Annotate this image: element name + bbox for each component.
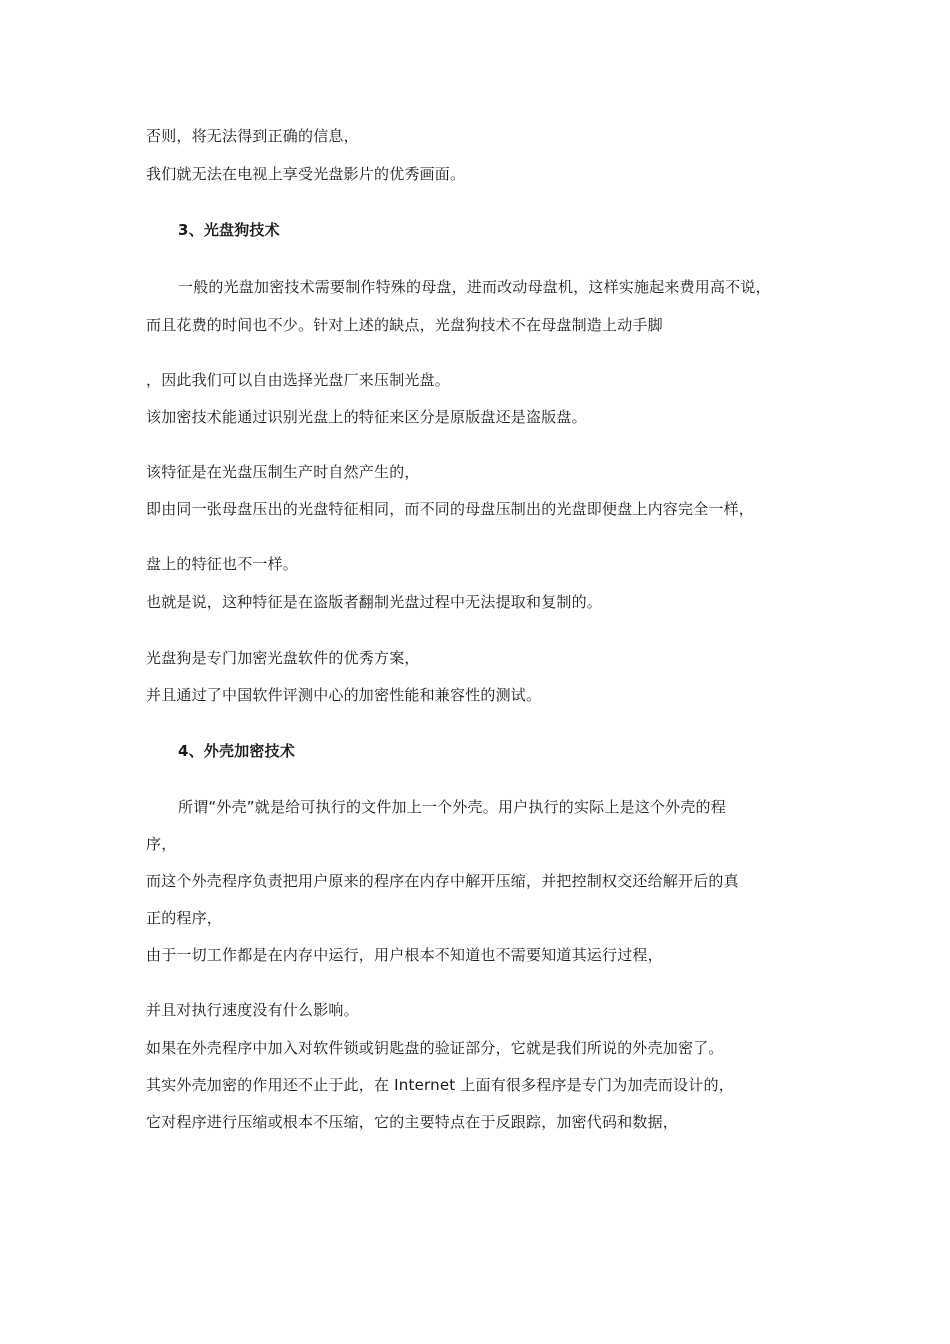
paragraph-line: 它对程序进行压缩或根本不压缩，它的主要特点在于反跟踪，加密代码和数据， xyxy=(146,1113,679,1131)
paragraph-line: ，因此我们可以自由选择光盘厂来压制光盘。 xyxy=(146,371,451,389)
paragraph-line: 并且对执行速度没有什么影响。 xyxy=(146,1001,359,1019)
paragraph-line: 正的程序， xyxy=(146,909,223,927)
paragraph-line: 并且通过了中国软件评测中心的加密性能和兼容性的测试。 xyxy=(146,686,542,704)
section-heading-3: 3、光盘狗技术 xyxy=(178,221,280,239)
paragraph-line: 该特征是在光盘压制生产时自然产生的， xyxy=(146,463,420,481)
paragraph-line: 所谓“外壳”就是给可执行的文件加上一个外壳。用户执行的实际上是这个外壳的程 xyxy=(178,798,726,816)
paragraph-line: 该加密技术能通过识别光盘上的特征来区分是原版盘还是盗版盘。 xyxy=(146,408,587,426)
paragraph-line: 我们就无法在电视上享受光盘影片的优秀画面。 xyxy=(146,165,466,183)
paragraph-line: 而这个外壳程序负责把用户原来的程序在内存中解开压缩，并把控制权交还给解开后的真 xyxy=(146,872,739,890)
paragraph-line: 其实外壳加密的作用还不止于此，在 Internet 上面有很多程序是专门为加壳而设计的， xyxy=(146,1076,734,1094)
section-heading-4: 4、外壳加密技术 xyxy=(178,742,296,760)
paragraph-line: 而且花费的时间也不少。针对上述的缺点，光盘狗技术不在母盘制造上动手脚 xyxy=(146,316,663,334)
paragraph-line: 序， xyxy=(146,835,177,853)
paragraph-line: 由于一切工作都是在内存中运行，用户根本不知道也不需要知道其运行过程， xyxy=(146,946,663,964)
paragraph-line: 一般的光盘加密技术需要制作特殊的母盘，进而改动母盘机，这样实施起来费用高不说， xyxy=(178,278,771,296)
paragraph-line: 即由同一张母盘压出的光盘特征相同，而不同的母盘压制出的光盘即便盘上内容完全一样， xyxy=(146,500,755,518)
paragraph-line: 光盘狗是专门加密光盘软件的优秀方案， xyxy=(146,649,420,667)
paragraph-line: 也就是说，这种特征是在盗版者翻制光盘过程中无法提取和复制的。 xyxy=(146,593,603,611)
paragraph-line: 如果在外壳程序中加入对软件锁或钥匙盘的验证部分，它就是我们所说的外壳加密了。 xyxy=(146,1039,724,1057)
paragraph-line: 盘上的特征也不一样。 xyxy=(146,555,299,573)
paragraph-line: 否则，将无法得到正确的信息， xyxy=(146,127,359,145)
